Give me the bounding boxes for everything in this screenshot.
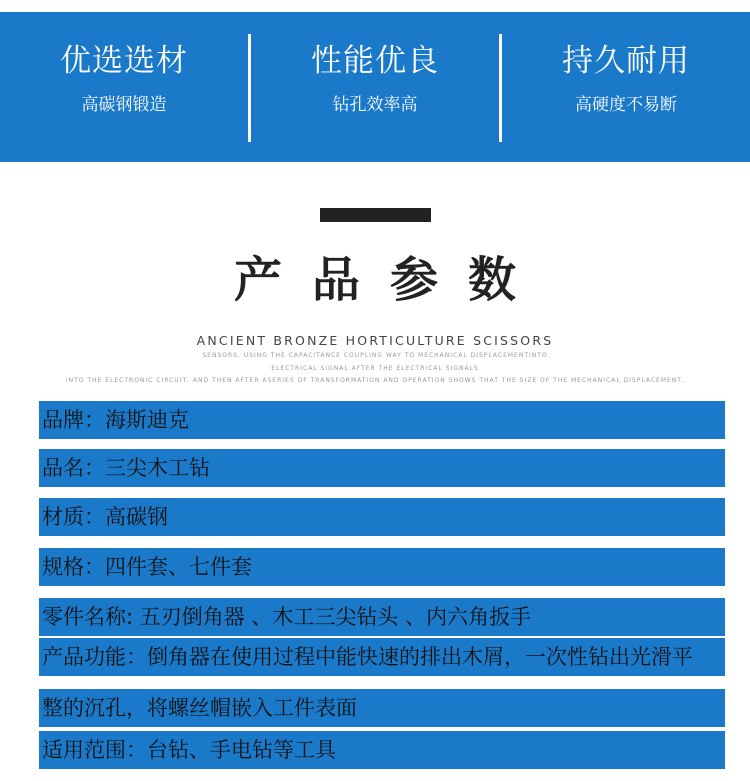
english-caption-line: INTO THE ELECTRONIC CIRCUIT, AND THEN AFTER ASERIES OF TRANSFORMATION AND OPERATION SHOWS THAT THE SIZE OF THE MECHANICAL DISPLACEMENT. [65, 377, 685, 384]
feature-performance [251, 12, 499, 162]
feature-banner [0, 12, 750, 162]
feature-subtitle: 钻孔效率高 [332, 95, 418, 115]
param-row-function: 产品功能：倒角器在使用过程中能快速的排出木屑，一次性钻出光滑平 [39, 638, 725, 676]
feature-title: 持久耐用 [562, 43, 690, 79]
param-row-product-name: 品名：三尖木工钻 [39, 449, 725, 487]
param-row-brand: 品牌：海斯迪克 [39, 401, 725, 439]
title-decoration-bar [320, 208, 431, 222]
english-caption-line: SENSORS, USING THE CAPACITANCE COUPLING WAY TO MECHANICAL DISPLACEMENTINTO [202, 352, 548, 359]
feature-subtitle: 高碳钢锻造 [81, 95, 167, 115]
english-subtitle: ANCIENT BRONZE HORTICULTURE SCISSORS [196, 333, 554, 348]
feature-material [0, 12, 248, 162]
feature-title: 优选选材 [60, 43, 188, 79]
section-title: 产品参数 [233, 252, 546, 308]
english-caption-line: ELECTRICAL SIGNAL AFTER THE ELECTRICAL SIGNALS [271, 365, 479, 372]
feature-subtitle: 高硬度不易断 [575, 95, 677, 115]
feature-title: 性能优良 [311, 43, 439, 79]
feature-durability [502, 12, 750, 162]
param-row-spec: 规格：四件套、七件套 [39, 548, 725, 586]
param-row-material: 材质：高碳钢 [39, 498, 725, 536]
param-row-parts: 零件名称: 五刃倒角器 、木工三尖钻头 、内六角扳手 [39, 598, 725, 636]
param-row-function-cont: 整的沉孔，将螺丝帽嵌入工件表面 [39, 689, 725, 727]
param-row-usage: 适用范围：台钻、手电钻等工具 [39, 731, 725, 769]
